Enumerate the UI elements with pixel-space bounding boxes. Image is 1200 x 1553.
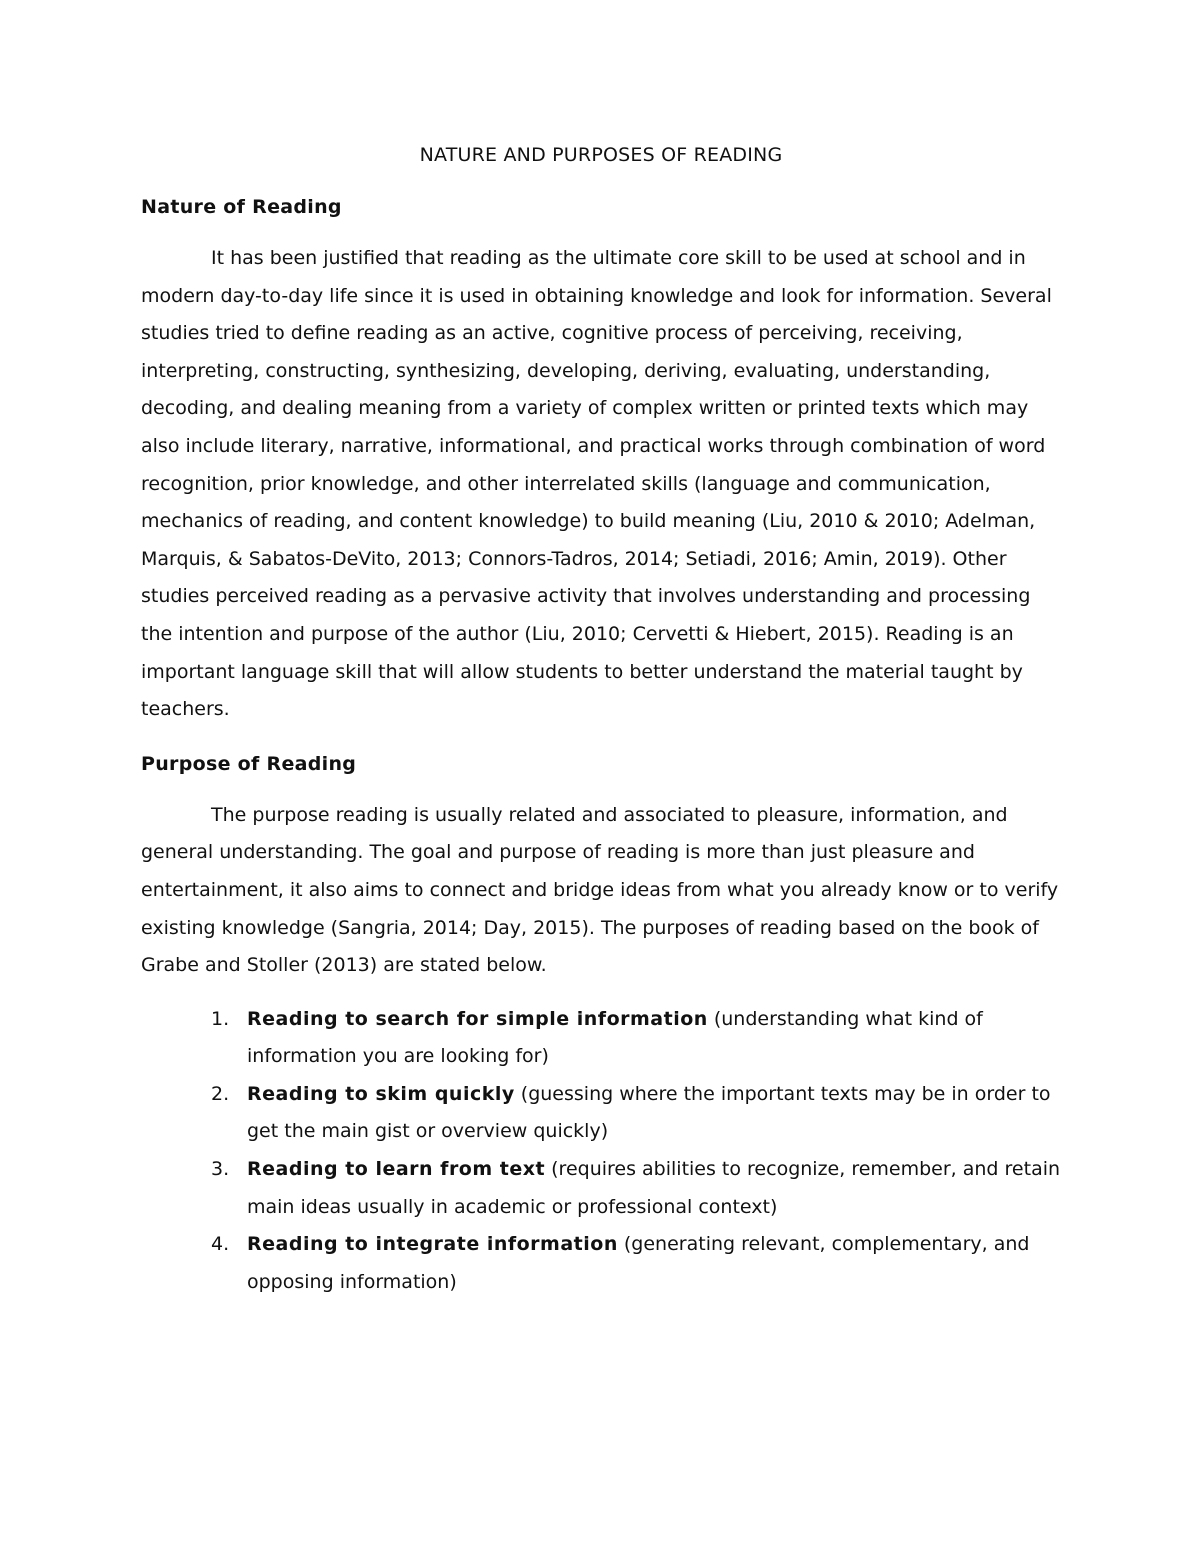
list-item xyxy=(211,1001,1061,1076)
list-item-title: Reading to skim quickly xyxy=(247,1082,515,1105)
list-item-title: Reading to integrate information xyxy=(247,1233,618,1256)
list-item-number: 4. xyxy=(211,1233,230,1256)
document-title: NATURE AND PURPOSES OF READING xyxy=(419,144,783,166)
list-item-number: 1. xyxy=(211,1007,230,1030)
list-item xyxy=(211,1226,1061,1301)
purposes-list xyxy=(141,1001,1061,1302)
list-item xyxy=(211,1151,1061,1226)
list-item-title: Reading to search for simple information xyxy=(247,1007,708,1030)
list-item-number: 3. xyxy=(211,1158,230,1181)
list-item-description: (guessing where the important texts may be in order to get the main gist or overview quickly) xyxy=(247,1082,1051,1143)
paragraph-nature: It has been justified that reading as the ultimate core skill to be used at school and in modern day-to-day life since it is used in obtaining knowledge and look for information. Several studies tried to define reading as an active, cognitive process of perceiving, receiving, interpreting, constructing, synthesizing, developing, deriving, evaluating, understanding, decoding, and dealing meaning from a variety of complex written or printed texts which may also include literary, narrative, informational, and practical works through combination of word recognition, prior knowledge, and other interrelated skills (language and communication, mechanics of reading, and content knowledge) to build meaning (Liu, 2010 & 2010; Adelman, Marquis, & Sabatos-DeVito, 2013; Connors-Tadros, 2014; Setiadi, 2016; Amin, 2019). Other studies perceived reading as a pervasive activity that involves understanding and processing the intention and purpose of the author (Liu, 2010; Cervetti & Hiebert, 2015). Reading is an important language skill that will allow students to better understand the material taught by teachers. xyxy=(141,247,1052,721)
list-item xyxy=(211,1076,1061,1151)
section-heading-purpose: Purpose of Reading xyxy=(141,752,357,775)
list-item-description: (generating relevant, complementary, and opposing information) xyxy=(247,1233,1030,1293)
paragraph-purpose: The purpose reading is usually related and associated to pleasure, information, and general understanding. The goal and purpose of reading is more than just pleasure and entertainment, it also aims to connect and bridge ideas from what you already know or to verify existing knowledge (Sangria, 2014; Day, 2015). The purposes of reading based on the book of Grabe and Stoller (2013) are stated below. xyxy=(141,803,1059,977)
list-item-description: (requires abilities to recognize, remember, and retain main ideas usually in academic or professional context) xyxy=(247,1158,1061,1218)
section-heading-nature: Nature of Reading xyxy=(141,196,342,218)
list-item-description: (understanding what kind of information you are looking for) xyxy=(247,1007,983,1068)
list-item-title: Reading to learn from text xyxy=(247,1158,546,1181)
list-item-number: 2. xyxy=(211,1082,230,1105)
document-page xyxy=(141,136,1061,1301)
